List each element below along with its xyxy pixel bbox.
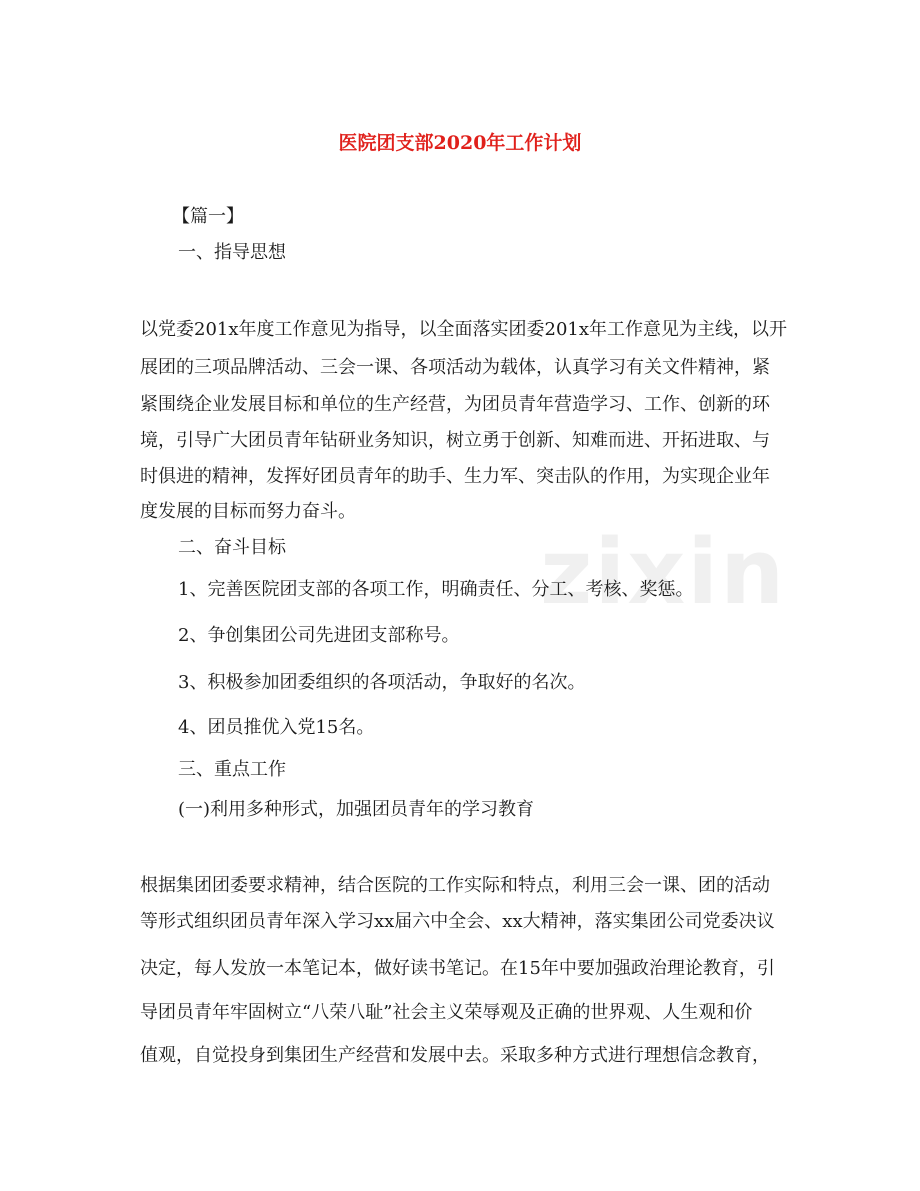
watermark: zixin [540,520,787,625]
paragraph-line: 导团员青年牢固树立“八荣八耻”社会主义荣辱观及正确的世界观、人生观和价 [140,1002,753,1023]
subheading-study-education: (一)利用多种形式，加强团员青年的学习教育 [178,799,535,820]
paragraph-line: 决定，每人发放一本笔记本，做好读书笔记。在15年中要加强政治理论教育，引 [140,958,775,979]
paragraph-line: 等形式组织团员青年深入学习xx届六中全会、xx大精神，落实集团公司党委决议 [140,911,775,932]
paragraph-line: 以党委201x年度工作意见为指导，以全面落实团委201x年工作意见为主线，以开 [140,319,788,340]
goal-item: 3、积极参加团委组织的各项活动，争取好的名次。 [178,672,586,693]
paragraph-line: 度发展的目标而努力奋斗。 [140,501,356,522]
paragraph-line: 值观，自觉投身到集团生产经营和发展中去。采取多种方式进行理想信念教育， [140,1045,770,1066]
paragraph-line: 时俱进的精神，发挥好团员青年的助手、生力军、突击队的作用，为实现企业年 [140,466,770,487]
goal-item: 1、完善医院团支部的各项工作，明确责任、分工、考核、奖惩。 [178,579,694,600]
paragraph-line: 紧围绕企业发展目标和单位的生产经营，为团员青年营造学习、工作、创新的环 [140,394,770,415]
heading-goals: 二、奋斗目标 [178,537,286,558]
document-title: 医院团支部2020年工作计划 [338,132,582,154]
heading-guiding-ideology: 一、指导思想 [178,242,286,263]
heading-key-work: 三、重点工作 [178,759,286,780]
goal-item: 4、团员推优入党15名。 [178,717,375,738]
goal-item: 2、争创集团公司先进团支部称号。 [178,625,460,646]
paragraph-line: 展团的三项品牌活动、三会一课、各项活动为载体，认真学习有关文件精神，紧 [140,357,770,378]
paragraph-line: 境，引导广大团员青年钻研业务知识，树立勇于创新、知难而进、开拓进取、与 [140,430,770,451]
section-label: 【篇一】 [172,206,244,227]
paragraph-line: 根据集团团委要求精神，结合医院的工作实际和特点，利用三会一课、团的活动 [140,875,770,896]
